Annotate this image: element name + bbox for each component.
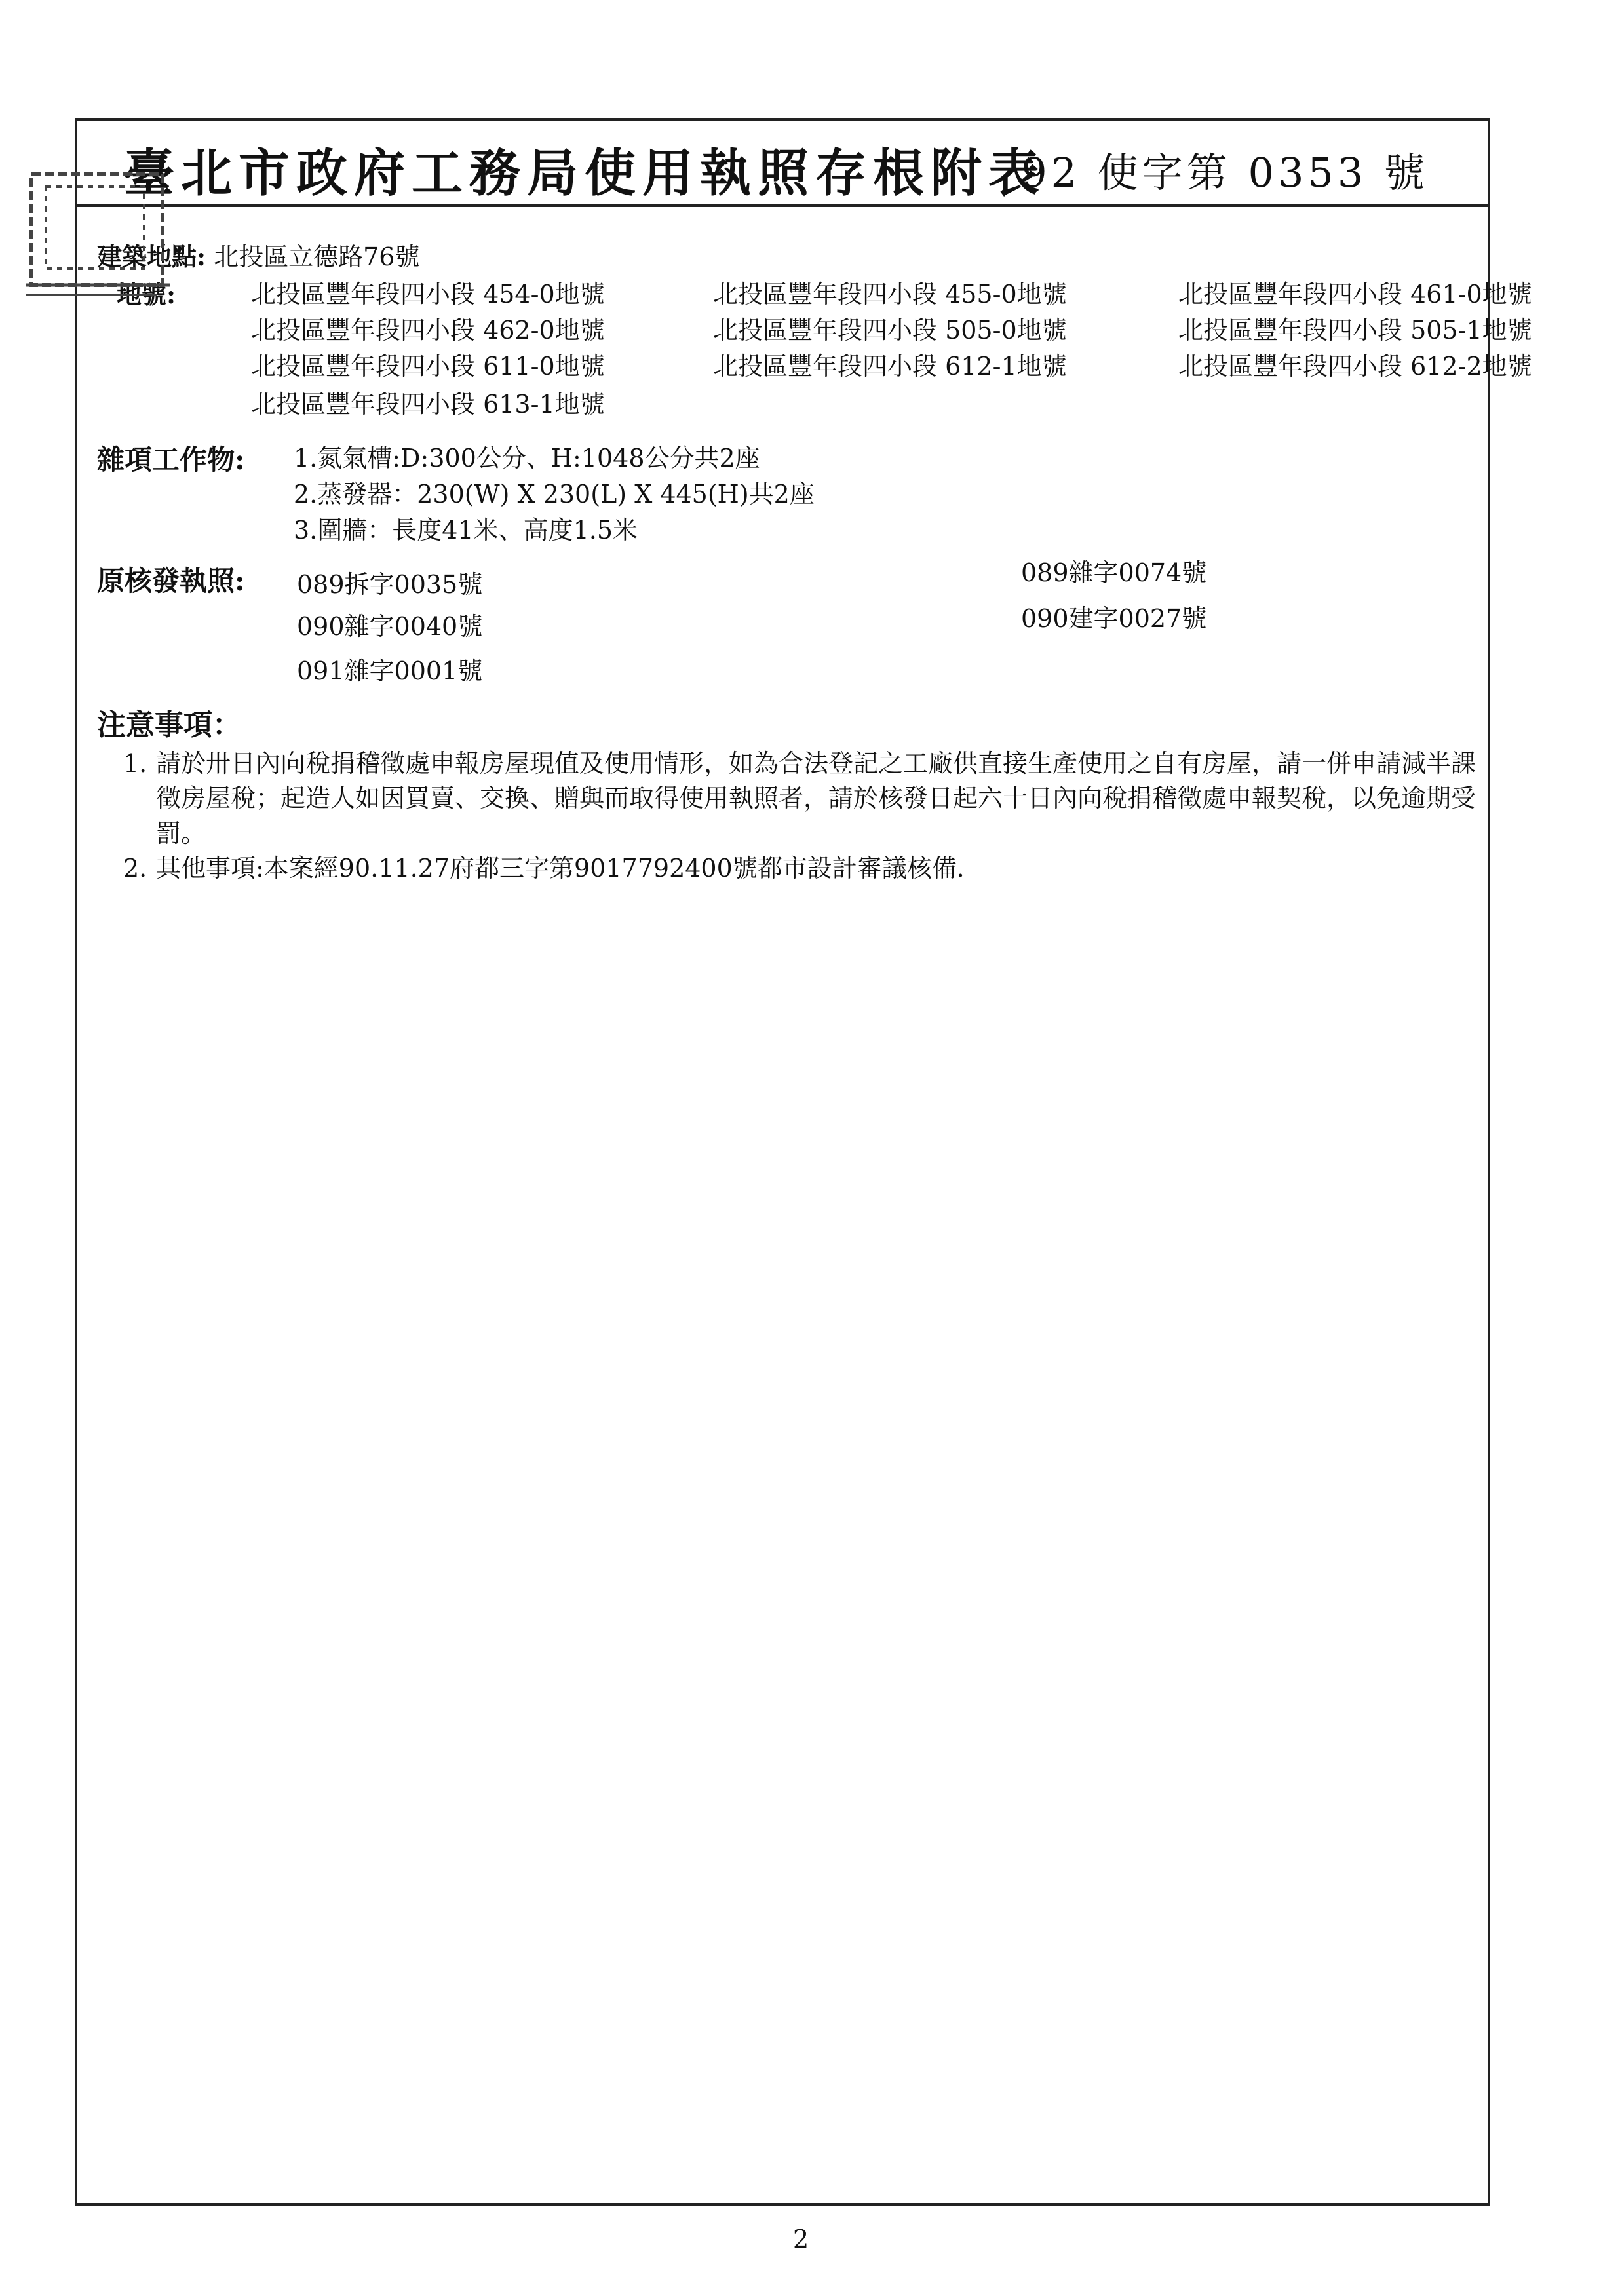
original-permits-section bbox=[97, 558, 1468, 693]
document-title: 臺北市政府工務局使用執照存根附表 bbox=[123, 144, 1047, 203]
note-text: 其他事項:本案經90.11.27府都三字第9017792400號都市設計審議核備． bbox=[156, 853, 982, 883]
original-permit-item: 090建字0027號 bbox=[1021, 604, 1207, 634]
document-body bbox=[97, 239, 1532, 886]
lot-item: 北投區豐年段四小段 462-0地號 bbox=[251, 316, 605, 345]
notes-title: 注意事項： bbox=[97, 708, 241, 742]
note-item bbox=[97, 851, 1499, 886]
permit-number: 92 使字第 0353 號 bbox=[1021, 149, 1429, 197]
lot-list bbox=[97, 277, 1532, 427]
lot-item: 北投區豐年段四小段 455-0地號 bbox=[713, 280, 1067, 309]
misc-work-item: 3.圍牆：長度41米、高度1.5米 bbox=[294, 516, 638, 545]
note-text: 請於卅日內向稅捐稽徵處申報房屋現值及使用情形，如為合法登記之工廠供直接生產使用之自有房屋，請一併申請減半課徵房屋稅；起造人如因買賣、交換、贈與而取得使用執照者，請於核發日起六十日內向稅捐稽徵處申報契稅，以免逾期受罰。 bbox=[156, 749, 1476, 848]
lot-item: 北投區豐年段四小段 454-0地號 bbox=[251, 280, 605, 309]
lot-label: 地號: bbox=[117, 280, 176, 310]
site-address-label: 建築地點: bbox=[97, 242, 206, 271]
lot-item: 北投區豐年段四小段 505-1地號 bbox=[1178, 316, 1532, 345]
lot-item: 北投區豐年段四小段 505-0地號 bbox=[713, 316, 1067, 345]
lot-item: 北投區豐年段四小段 612-2地號 bbox=[1178, 352, 1532, 381]
lot-item: 北投區豐年段四小段 612-1地號 bbox=[713, 352, 1067, 381]
page-number: 2 bbox=[793, 2225, 809, 2253]
site-address: 北投區立德路76號 bbox=[214, 242, 420, 271]
original-permit-item: 091雜字0001號 bbox=[297, 657, 483, 686]
lot-item: 北投區豐年段四小段 611-0地號 bbox=[251, 352, 605, 381]
lot-item: 北投區豐年段四小段 613-1地號 bbox=[251, 390, 605, 419]
lot-item: 北投區豐年段四小段 461-0地號 bbox=[1178, 280, 1532, 309]
note-item bbox=[97, 746, 1499, 851]
misc-work-item: 1.氮氣槽:D:300公分、H:1048公分共2座 bbox=[294, 444, 760, 473]
site-address-line bbox=[97, 239, 1468, 275]
note-number: 2. bbox=[123, 853, 147, 883]
original-permit-item: 089拆字0035號 bbox=[297, 570, 483, 600]
official-stamp-icon bbox=[26, 167, 174, 298]
original-permit-item: 089雜字0074號 bbox=[1021, 558, 1207, 588]
note-number: 1. bbox=[123, 749, 147, 778]
original-permit-item: 090雜字0040號 bbox=[297, 612, 483, 641]
header-row bbox=[77, 121, 1488, 207]
misc-work-item: 2.蒸發器：230(W) X 230(L) X 445(H)共2座 bbox=[294, 480, 815, 509]
misc-works-label: 雜項工作物: bbox=[97, 444, 245, 476]
document-frame bbox=[75, 118, 1532, 2206]
original-permits-label: 原核發執照: bbox=[97, 565, 245, 598]
misc-works-section bbox=[97, 440, 1468, 548]
